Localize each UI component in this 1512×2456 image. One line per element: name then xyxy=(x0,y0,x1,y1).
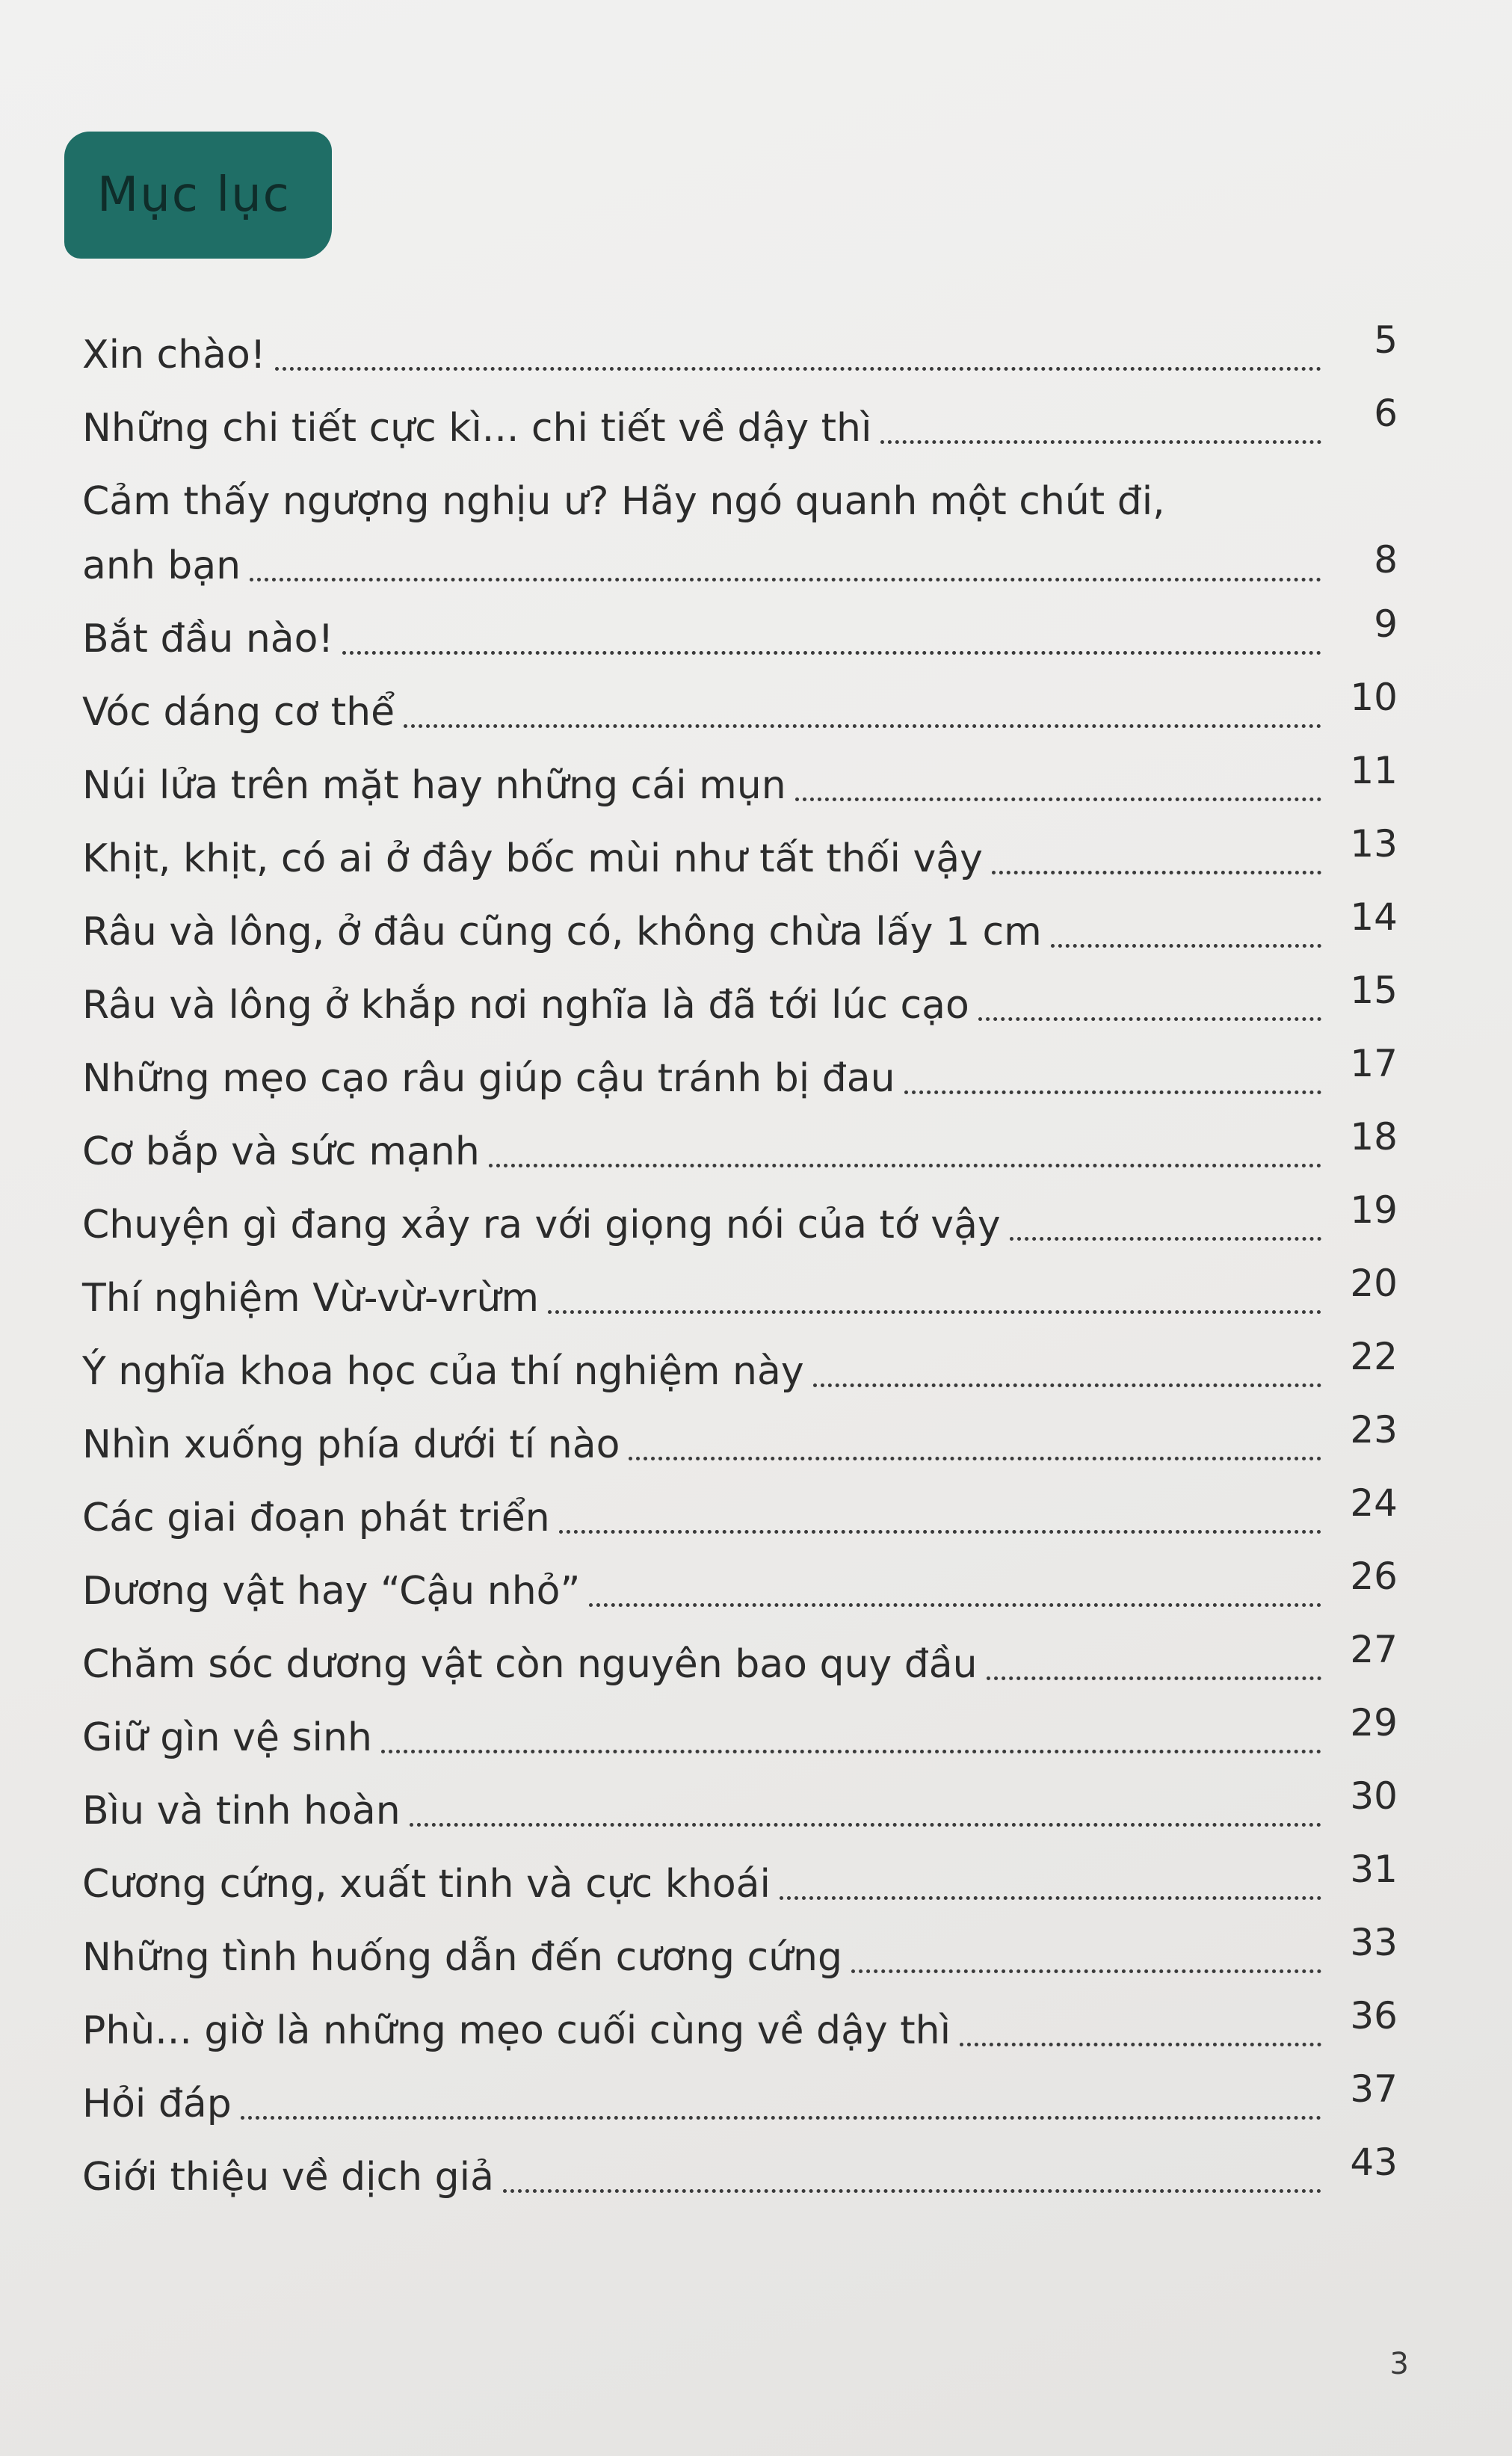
toc-entry-title: Vóc dáng cơ thể xyxy=(82,690,395,735)
toc-entry-title: Những mẹo cạo râu giúp cậu tránh bị đau xyxy=(82,1056,895,1101)
toc-entry xyxy=(82,1037,1398,1111)
toc-entry-title: Ý nghĩa khoa học của thí nghiệm này xyxy=(82,1349,804,1394)
toc-entry xyxy=(82,2136,1398,2209)
toc-entry-title: Xin chào! xyxy=(82,333,266,377)
toc-entry xyxy=(82,744,1398,818)
toc-entry-title: Giữ gìn vệ sinh xyxy=(82,1715,372,1760)
toc-dot-leader xyxy=(489,1164,1321,1167)
toc-entry xyxy=(82,1697,1398,1770)
toc-entry-page: 8 xyxy=(1374,538,1398,581)
toc-entry-page: 43 xyxy=(1350,2141,1398,2184)
toc-entry xyxy=(82,1477,1398,1550)
toc-entry-title: Khịt, khịt, có ai ở đây bốc mùi như tất thối vậy xyxy=(82,836,983,881)
toc-entry-page: 15 xyxy=(1350,969,1398,1012)
toc-entry-title: Các giai đoạn phát triển xyxy=(82,1496,550,1540)
toc-entry-title: Giới thiệu về dịch giả xyxy=(82,2155,494,2200)
toc-entry-page: 36 xyxy=(1350,1994,1398,2037)
toc-dot-leader xyxy=(1010,1237,1321,1241)
toc-entry xyxy=(82,1843,1398,1916)
toc-dot-leader xyxy=(780,1896,1321,1900)
toc-entry-title: Nhìn xuống phía dưới tí nào xyxy=(82,1422,620,1467)
toc-dot-leader xyxy=(987,1676,1321,1680)
toc-entry-page: 11 xyxy=(1350,749,1398,792)
toc-entry-page: 27 xyxy=(1350,1628,1398,1671)
toc-entry-page: 5 xyxy=(1374,318,1398,362)
toc-entry xyxy=(82,818,1398,891)
toc-entry xyxy=(82,1550,1398,1623)
toc-entry xyxy=(82,1990,1398,2063)
toc-dot-leader xyxy=(548,1310,1321,1314)
toc-entry-title: Cương cứng, xuất tinh và cực khoái xyxy=(82,1862,771,1907)
toc-entry-title: Những tình huống dẫn đến cương cứng xyxy=(82,1935,843,1980)
toc-entry-title: Bìu và tinh hoàn xyxy=(82,1789,401,1833)
toc-entry xyxy=(82,598,1398,671)
toc-entry-title: Dương vật hay “Cậu nhỏ” xyxy=(82,1569,581,1614)
toc-entry-title: Hỏi đáp xyxy=(82,2082,232,2126)
toc-entry xyxy=(82,1257,1398,1330)
toc-entry xyxy=(82,387,1398,460)
toc-entry-page: 20 xyxy=(1350,1262,1398,1305)
toc-dot-leader xyxy=(629,1457,1321,1460)
toc-entry-page: 6 xyxy=(1374,392,1398,435)
toc-entry-page: 33 xyxy=(1350,1921,1398,1964)
toc-entry-page: 9 xyxy=(1374,602,1398,646)
toc-entry-page: 23 xyxy=(1350,1408,1398,1451)
toc-dot-leader xyxy=(410,1823,1321,1827)
toc-entry-title: Bắt đầu nào! xyxy=(82,617,334,661)
toc-entry xyxy=(82,671,1398,744)
toc-dot-leader xyxy=(342,651,1321,655)
toc-entry-title: Râu và lông ở khắp nơi nghĩa là đã tới lúc cạo xyxy=(82,983,969,1028)
toc-entry-title: Chăm sóc dương vật còn nguyên bao quy đầu xyxy=(82,1642,978,1687)
toc-entry-title: Những chi tiết cực kì... chi tiết về dậy thì xyxy=(82,406,872,451)
page-number: 3 xyxy=(1389,2347,1409,2381)
toc-entry xyxy=(82,2063,1398,2136)
toc-entry-page: 22 xyxy=(1350,1335,1398,1378)
toc-entry xyxy=(82,964,1398,1037)
toc-entry xyxy=(82,1184,1398,1257)
toc-dot-leader xyxy=(589,1603,1321,1607)
toc-dot-leader xyxy=(241,2116,1321,2120)
toc-dot-leader xyxy=(880,440,1321,444)
toc-dot-leader xyxy=(960,2043,1321,2046)
toc-entry-title: Râu và lông, ở đâu cũng có, không chừa lấy 1 cm xyxy=(82,910,1042,954)
toc-entry-page: 30 xyxy=(1350,1774,1398,1818)
toc-entry xyxy=(82,1770,1398,1843)
toc-dot-leader xyxy=(851,1969,1321,1973)
toc-entry-page: 19 xyxy=(1350,1188,1398,1232)
toc-entry xyxy=(82,1916,1398,1990)
toc-entry-title: Thí nghiệm Vừ-vừ-vrừm xyxy=(82,1276,539,1321)
toc-dot-leader xyxy=(813,1383,1321,1387)
table-of-contents xyxy=(82,314,1398,2209)
toc-entry-title: Núi lửa trên mặt hay những cái mụn xyxy=(82,763,786,808)
toc-dot-leader xyxy=(503,2189,1321,2193)
toc-dot-leader xyxy=(381,1750,1321,1753)
toc-entry xyxy=(82,1623,1398,1697)
toc-entry xyxy=(82,1404,1398,1477)
toc-entry-page: 10 xyxy=(1350,676,1398,719)
toc-dot-leader xyxy=(978,1017,1321,1021)
toc-entry-page: 26 xyxy=(1350,1555,1398,1598)
toc-entry-title-line1: Cảm thấy ngượng nghịu ư? Hãy ngó quanh một chút đi, xyxy=(82,479,1165,524)
toc-entry-page: 14 xyxy=(1350,895,1398,939)
toc-entry-title: Chuyện gì đang xảy ra với giọng nói của tớ vậy xyxy=(82,1203,1001,1247)
toc-entry-title: Cơ bắp và sức mạnh xyxy=(82,1129,480,1174)
toc-entry-page: 31 xyxy=(1350,1848,1398,1891)
toc-dot-leader xyxy=(1051,944,1321,948)
toc-entry-page: 13 xyxy=(1350,822,1398,866)
toc-dot-leader xyxy=(404,724,1321,728)
toc-entry-page: 18 xyxy=(1350,1115,1398,1158)
toc-entry-title-line2: anh bạn xyxy=(82,543,241,588)
toc-entry-page: 17 xyxy=(1350,1042,1398,1085)
toc-entry xyxy=(82,1330,1398,1404)
toc-dot-leader xyxy=(559,1530,1321,1534)
toc-dot-leader xyxy=(904,1090,1321,1094)
toc-entry-page: 29 xyxy=(1350,1701,1398,1744)
toc-entry xyxy=(82,1111,1398,1184)
toc-dot-leader xyxy=(992,871,1321,874)
toc-dot-leader xyxy=(275,367,1321,371)
toc-entry-page: 24 xyxy=(1350,1481,1398,1525)
toc-entry xyxy=(82,314,1398,387)
toc-title-badge xyxy=(64,132,332,259)
toc-dot-leader xyxy=(250,578,1321,581)
toc-entry xyxy=(82,891,1398,964)
toc-heading: Mục lục xyxy=(97,167,291,223)
toc-entry-title: Phù... giờ là những mẹo cuối cùng về dậy thì xyxy=(82,2008,951,2053)
toc-dot-leader xyxy=(795,797,1321,801)
toc-entry-page: 37 xyxy=(1350,2067,1398,2111)
toc-entry xyxy=(82,460,1398,598)
